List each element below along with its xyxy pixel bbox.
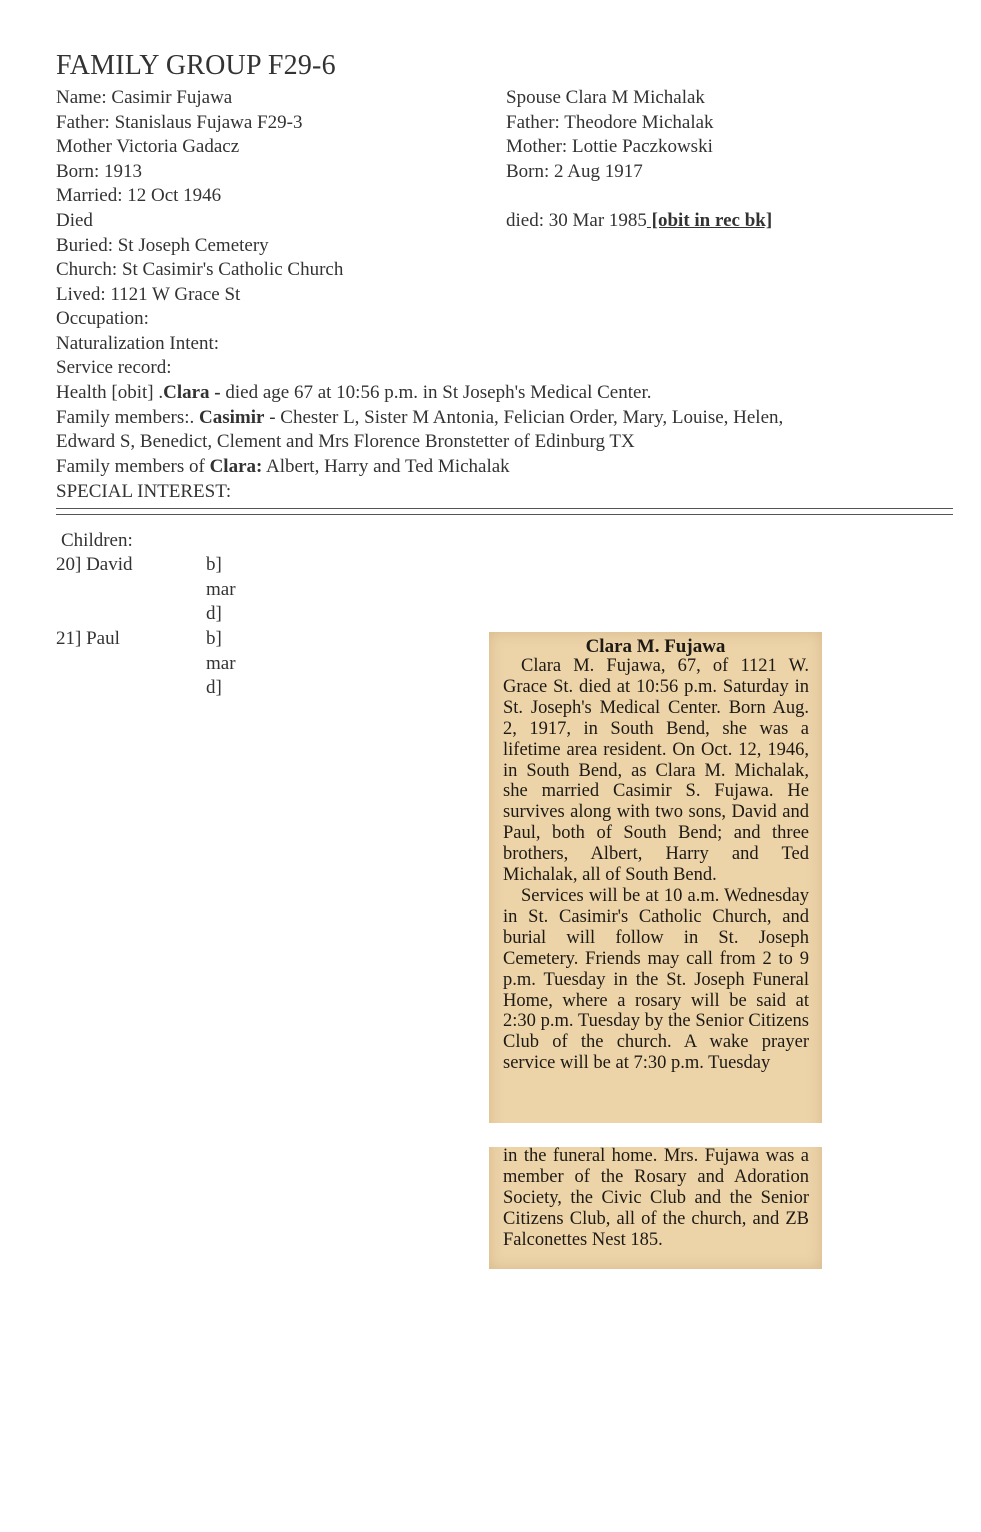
clipping-tear — [489, 1123, 822, 1147]
husband-name: Name: Casimir Fujawa — [56, 87, 233, 108]
obituary-body-top — [503, 656, 809, 1074]
child-born: b] — [206, 628, 222, 649]
family-name: Casimir — [199, 407, 265, 428]
family2-text: Albert, Harry and Ted Michalak — [262, 456, 510, 477]
child-died: d] — [206, 603, 222, 624]
special-interest: SPECIAL INTEREST: — [56, 481, 232, 502]
husband-service: Service record: — [56, 357, 172, 378]
husband-father: Father: Stanislaus Fujawa F29-3 — [56, 112, 303, 133]
family-members-clara-line — [56, 455, 510, 479]
obituary-paragraph-3: in the funeral home. Mrs. Fujawa was a member of the Rosary and Adoration Society, the Civic Club and the Senior Citizens Club, all of the church, and ZB Falconettes Nest 185. — [503, 1146, 809, 1250]
husband-occupation: Occupation: — [56, 308, 149, 329]
child-married: mar — [206, 653, 236, 674]
husband-married: Married: 12 Oct 1946 — [56, 185, 222, 206]
husband-born: Born: 1913 — [56, 161, 143, 182]
page-title: FAMILY GROUP F29-6 — [56, 50, 336, 81]
section-divider — [56, 508, 953, 515]
family2-prefix: Family members of — [56, 456, 210, 477]
health-name: Clara - — [163, 382, 226, 403]
obituary-paragraph-2: Services will be at 10 a.m. Wednesday in St. Casimir's Catholic Church, and burial will follow in St. Joseph Cemetery. Friends may call from 2 to 9 p.m. Tuesday in the St. Joseph Funeral Home, where a rosary will be said at 2:30 p.m. Tuesday by the Senior Citizens Club of the church. A wake prayer service will be at 7:30 p.m. Tuesday — [503, 885, 809, 1074]
husband-church: Church: St Casimir's Catholic Church — [56, 259, 344, 280]
husband-died: Died — [56, 210, 93, 231]
husband-mother: Mother Victoria Gadacz — [56, 136, 240, 157]
health-text: died age 67 at 10:56 p.m. in St Joseph's Medical Center. — [225, 382, 652, 403]
child-name: 21] Paul — [56, 628, 120, 649]
spouse-born: Born: 2 Aug 1917 — [506, 161, 643, 182]
obituary-body-bottom — [503, 1146, 809, 1251]
spouse-died-line — [506, 209, 772, 233]
obit-reference-link[interactable]: [obit in rec bk] — [646, 210, 773, 231]
obituary-headline: Clara M. Fujawa — [585, 636, 726, 657]
child-born: b] — [206, 554, 222, 575]
children-label: Children: — [61, 530, 133, 551]
family2-name: Clara: — [209, 456, 263, 477]
obituary-clipping — [489, 632, 822, 1269]
health-prefix: Health [obit] . — [56, 382, 164, 403]
child-married: mar — [206, 579, 236, 600]
family-prefix: Family members:. — [56, 407, 200, 428]
husband-buried: Buried: St Joseph Cemetery — [56, 235, 269, 256]
spouse-mother: Mother: Lottie Paczkowski — [506, 136, 713, 157]
family-members-line-2: Edward S, Benedict, Clement and Mrs Florence Bronstetter of Edinburg TX — [56, 431, 635, 452]
spouse-name: Spouse Clara M Michalak — [506, 87, 705, 108]
obituary-paragraph-1: Clara M. Fujawa, 67, of 1121 W. Grace St. died at 10:56 p.m. Saturday in St. Joseph's Medical Center. Born Aug. 2, 1917, in South Bend, she was a lifetime area resident. On Oct. 12, 1946, in South Bend, as Clara M. Michalak, she married Casimir S. Fujawa. He survives along with two sons, David and Paul, both of South Bend; and three brothers, Albert, Harry and Ted Michalak, all of South Bend. — [503, 656, 809, 886]
husband-lived: Lived: 1121 W Grace St — [56, 284, 241, 305]
family-text: - Chester L, Sister M Antonia, Felician Order, Mary, Louise, Helen, — [264, 407, 784, 428]
family-members-line — [56, 406, 783, 430]
husband-naturalization: Naturalization Intent: — [56, 333, 220, 354]
health-line — [56, 381, 651, 405]
spouse-father: Father: Theodore Michalak — [506, 112, 714, 133]
child-name: 20] David — [56, 554, 133, 575]
spouse-died: died: 30 Mar 1985 — [506, 210, 647, 231]
child-died: d] — [206, 677, 222, 698]
